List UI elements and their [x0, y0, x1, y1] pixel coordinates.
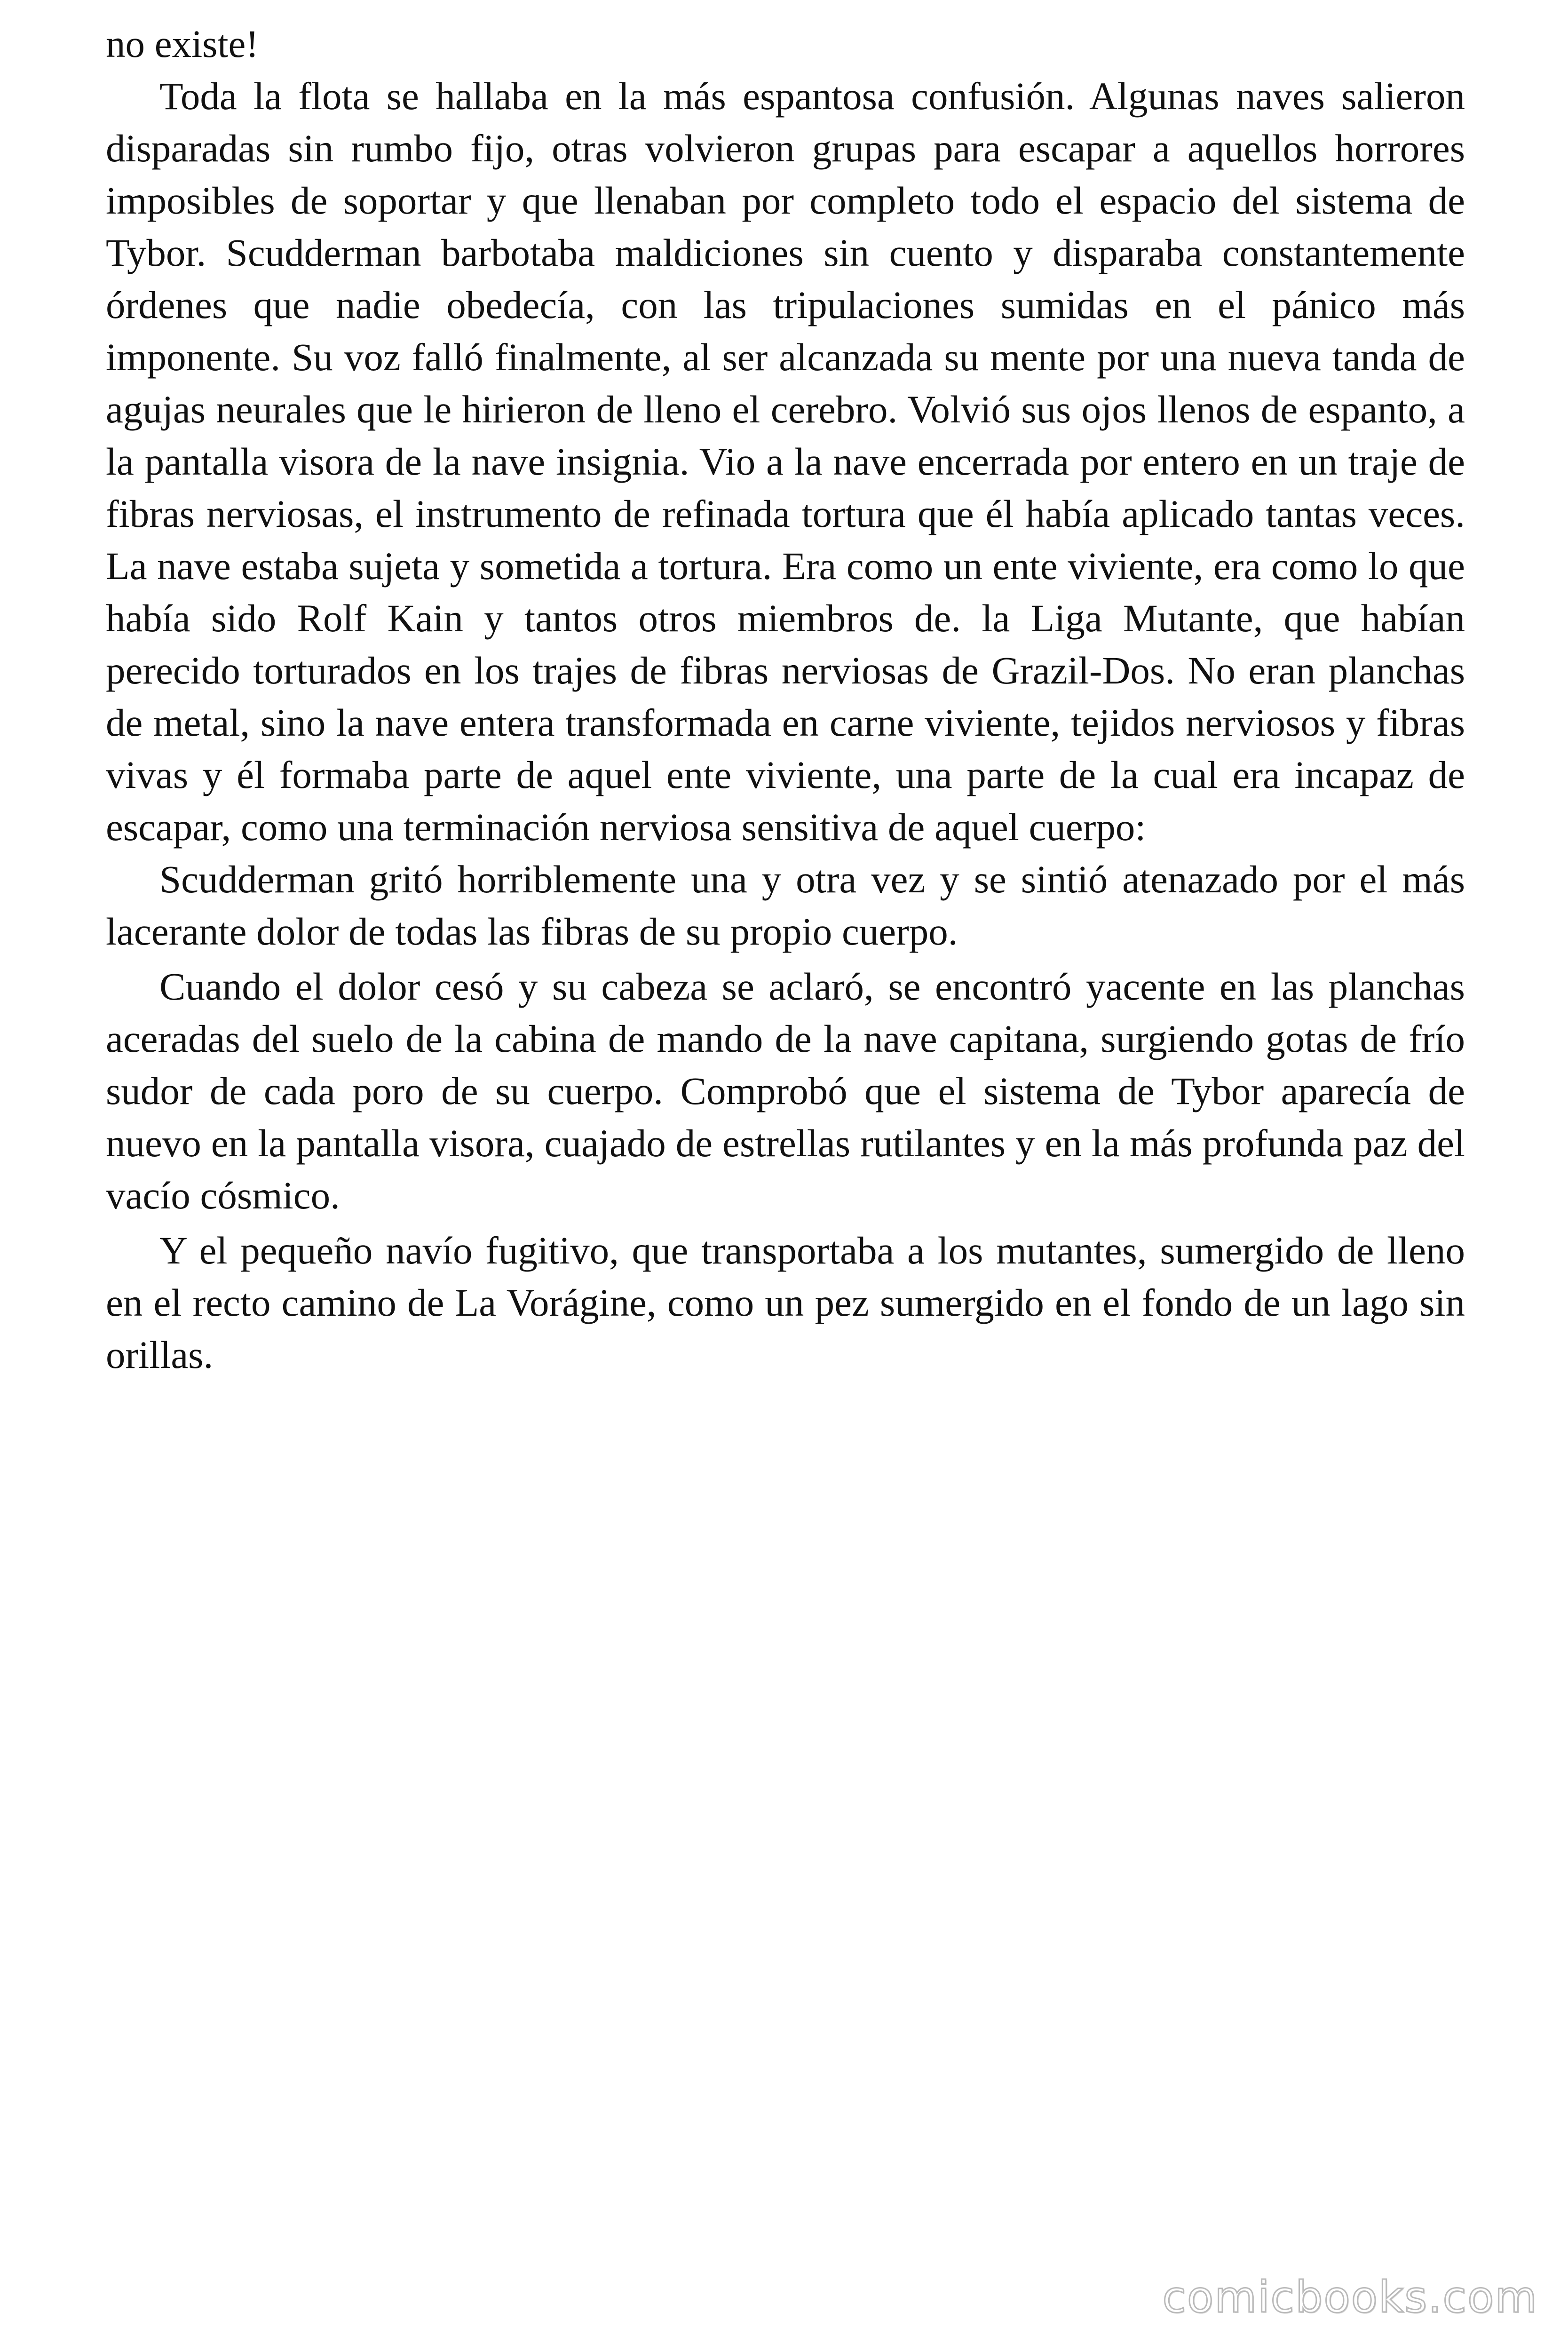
paragraph-fugitive-ship: Y el pequeño navío fugitivo, que transportaba a los mutantes, sumergido de lleno en el recto camino de La Vorágine, como un pez sumergido en el fondo de un lago sin orillas. — [106, 1229, 1465, 1376]
paragraph-fleet-confusion: Toda la flota se hallaba en la más espantosa confusión. Algunas naves salieron disparadas sin rumbo fijo, otras volvieron grupas para escapar a aquellos horrores imposibles de soportar y que llenaban por completo todo el espacio del sistema de Tybor. Scudderman barbotaba maldiciones sin cuento y disparaba constantemente órdenes que nadie obedecía, con las tripulaciones sumidas en el pánico más imponente. Su voz falló finalmente, al ser alcanzada su mente por una nueva tanda de agujas neurales que le hirieron de lleno el cerebro. Volvió sus ojos llenos de espanto, a la pantalla visora de la nave insignia. Vio a la nave encerrada por entero en un traje de fibras nerviosas, el instrumento de refinada tortura que él había aplicado tantas veces. La nave estaba sujeta y sometida a tortura. Era como un ente viviente, era como lo que había sido Rolf Kain y tantos otros miembros de. la Liga Mutante, que habían perecido torturados en los trajes de fibras nerviosas de Grazil-Dos. No eran planchas de metal, sino la nave entera transformada en carne viviente, tejidos nerviosos y fibras vivas y él formaba parte de aquel ente viviente, una parte de la cual era incapaz de escapar, como una terminación nerviosa sensitiva de aquel cuerpo: — [106, 74, 1465, 849]
paragraph-opening-fragment: no existe! — [106, 22, 259, 65]
paragraph-scudderman-scream: Scudderman gritó horriblemente una y otra vez y se sintió atenazado por el más lacerante dolor de todas las fibras de su propio cuerpo. — [106, 858, 1465, 953]
page-body — [106, 18, 1465, 1381]
site-watermark: comicbooks.com — [1162, 2272, 1538, 2322]
paragraph-pain-ceased: Cuando el dolor cesó y su cabeza se aclaró, se encontró yacente en las planchas aceradas del suelo de la cabina de mando de la nave capitana, surgiendo gotas de frío sudor de cada poro de su cuerpo. Comprobó que el sistema de Tybor aparecía de nuevo en la pantalla visora, cuajado de estrellas rutilantes y en la más profunda paz del vacío cósmico. — [106, 965, 1465, 1217]
